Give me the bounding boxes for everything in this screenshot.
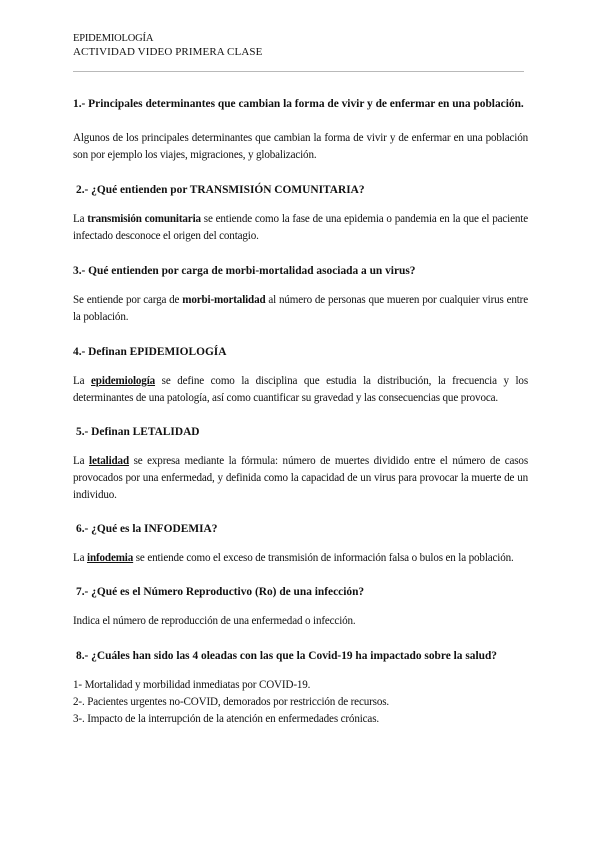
answer-4-lead: La <box>73 375 92 387</box>
header-subject: EPIDEMIOLOGÍA <box>73 33 154 44</box>
answer-2-term: transmisión comunitaria <box>87 213 201 225</box>
header-divider <box>73 71 524 72</box>
answer-7: Indica el número de reproducción de una enfermedad o infección. <box>73 615 356 627</box>
answer-6 <box>73 550 528 567</box>
answer-6-lead: La <box>73 552 88 564</box>
question-4: 4.- Definan EPIDEMIOLOGÍA <box>73 346 227 358</box>
page-header <box>73 32 533 59</box>
question-6: 6.- ¿Qué es la INFODEMIA? <box>76 523 218 535</box>
answer-4 <box>73 373 528 407</box>
answer-5-rest: se expresa mediante la fórmula: número de muertes dividido entre el número de casos provocados por una enfermedad, y definida como la capacidad de un virus para provocar la muerte de un individuo. <box>73 455 528 501</box>
answer-6-rest: se entiende como el exceso de transmisión de información falsa o bulos en la población. <box>133 552 514 564</box>
answer-4-term: epidemiología <box>91 375 156 387</box>
answer-2-lead: La <box>73 213 88 225</box>
list-item: 1- Mortalidad y morbilidad inmediatas por COVID-19. <box>73 679 311 691</box>
list-item: 2-. Pacientes urgentes no-COVID, demorados por restricción de recursos. <box>73 696 390 708</box>
answer-2-rest: se entiende como la fase de una epidemia o pandemia en la que el paciente infectado desconoce el origen del contagio. <box>73 213 528 242</box>
question-3: 3.- Qué entienden por carga de morbi-mortalidad asociada a un virus? <box>73 265 416 277</box>
question-1: 1.- Principales determinantes que cambian la forma de vivir y de enfermar en una población. <box>73 98 524 110</box>
question-5: 5.- Definan LETALIDAD <box>76 426 200 438</box>
answer-2 <box>73 211 528 245</box>
answer-3 <box>73 292 528 326</box>
list-item: 3-. Impacto de la interrupción de la atención en enfermedades crónicas. <box>73 713 379 725</box>
covid-waves-list <box>73 677 528 728</box>
answer-3-lead: Se entiende por carga de <box>73 294 183 306</box>
answer-6-term: infodemia <box>87 552 134 564</box>
question-7: 7.- ¿Qué es el Número Reproductivo (Ro) de una infección? <box>76 586 365 598</box>
header-activity: ACTIVIDAD VIDEO PRIMERA CLASE <box>73 46 263 58</box>
answer-1: Algunos de los principales determinantes que cambian la forma de vivir y de enfermar en una población son por ejemplo los viajes, migraciones, y globalización. <box>73 132 528 161</box>
question-2: 2.- ¿Qué entienden por TRANSMISIÓN COMUNITARIA? <box>76 184 365 196</box>
answer-4-rest: se define como la disciplina que estudia la distribución, la frecuencia y los determinantes de una patología, así como cuantificar su gravedad y las consecuencias que provoca. <box>73 375 528 404</box>
answer-3-term: morbi-mortalidad <box>182 294 266 306</box>
answer-5-lead: La <box>73 455 90 467</box>
answer-5-term: letalidad <box>89 455 129 467</box>
answer-5 <box>73 453 528 504</box>
question-8: 8.- ¿Cuáles han sido las 4 oleadas con las que la Covid-19 ha impactado sobre la salud? <box>76 650 497 662</box>
answer-3-rest: al número de personas que mueren por cualquier virus entre la población. <box>73 294 528 323</box>
document-body <box>73 97 528 728</box>
